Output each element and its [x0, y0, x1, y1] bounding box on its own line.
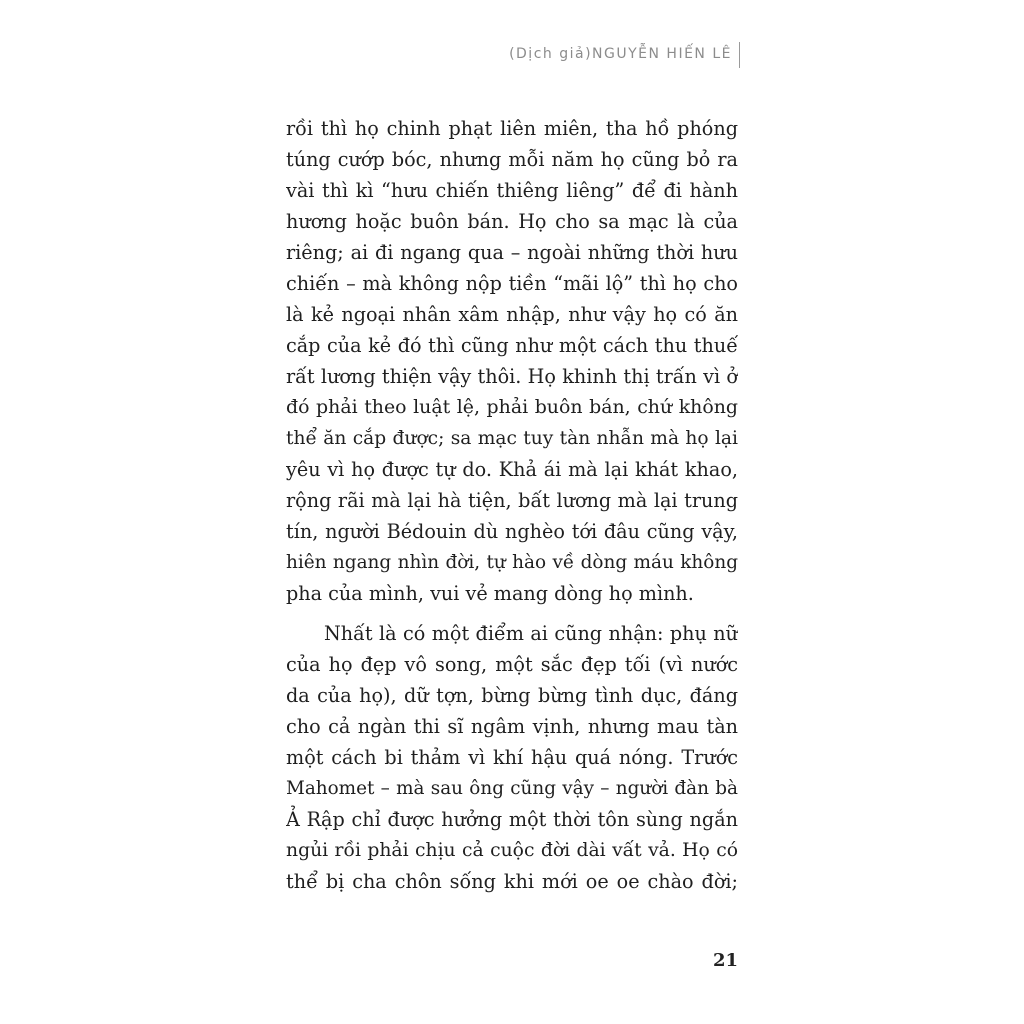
paragraph [286, 618, 738, 897]
text-line: ngủi rồi phải chịu cả cuộc đời dài vất vả. Họ có [286, 840, 738, 861]
text-line: của họ đẹp vô song, một sắc đẹp tối (vì nước [286, 653, 738, 676]
text-line: da của họ), dữ tợn, bừng bừng tình dục, đáng [286, 684, 738, 707]
header-divider [739, 42, 740, 68]
text-line: pha của mình, vui vẻ mang dòng họ mình. [286, 582, 694, 605]
body-text [286, 113, 738, 897]
text-line: Nhất là có một điểm ai cũng nhận: phụ nữ [324, 622, 738, 645]
text-line: cắp của kẻ đó thì cũng như một cách thu thuế [286, 334, 738, 357]
text-line: hiên ngang nhìn đời, tự hào về dòng máu không [286, 552, 738, 573]
text-line: đó phải theo luật lệ, phải buôn bán, chứ không [286, 396, 738, 418]
text-line: rất lương thiện vậy thôi. Họ khinh thị trấn vì ở [286, 365, 738, 388]
text-line: Ả Rập chỉ được hưởng một thời tôn sùng ngắn [286, 808, 738, 831]
text-line: yêu vì họ được tự do. Khả ái mà lại khát khao, [286, 458, 738, 481]
text-line: riêng; ai đi ngang qua – ngoài những thời hưu [286, 241, 738, 264]
text-line: thể bị cha chôn sống khi mới oe oe chào đời; [286, 870, 738, 893]
text-line: chiến – mà không nộp tiền “mãi lộ” thì họ cho [286, 272, 738, 295]
text-line: rộng rãi mà lại hà tiện, bất lương mà lại trung [286, 489, 738, 512]
text-line: một cách bi thảm vì khí hậu quá nóng. Trước [286, 746, 738, 769]
text-line: tín, người Bédouin dù nghèo tới đâu cũng vậy, [286, 520, 738, 543]
page-number: 21 [712, 950, 738, 971]
text-line: thể ăn cắp được; sa mạc tuy tàn nhẫn mà họ lại [286, 428, 738, 449]
text-line: túng cướp bóc, nhưng mỗi năm họ cũng bỏ ra [286, 148, 738, 171]
text-line: Mahomet – mà sau ông cũng vậy – người đàn bà [286, 778, 738, 799]
text-line: cho cả ngàn thi sĩ ngâm vịnh, nhưng mau tàn [286, 715, 738, 738]
paragraph [286, 113, 738, 609]
text-line: vài thì kì “hưu chiến thiêng liêng” để đi hành [286, 179, 738, 202]
running-header: (Dịch giả)NGUYỄN HIẾN LÊ [509, 46, 732, 62]
text-line: hương hoặc buôn bán. Họ cho sa mạc là của [286, 210, 738, 233]
paragraph-gap [286, 609, 738, 618]
text-line: là kẻ ngoại nhân xâm nhập, như vậy họ có ăn [286, 303, 738, 326]
text-line: rồi thì họ chinh phạt liên miên, tha hồ phóng [286, 117, 738, 140]
